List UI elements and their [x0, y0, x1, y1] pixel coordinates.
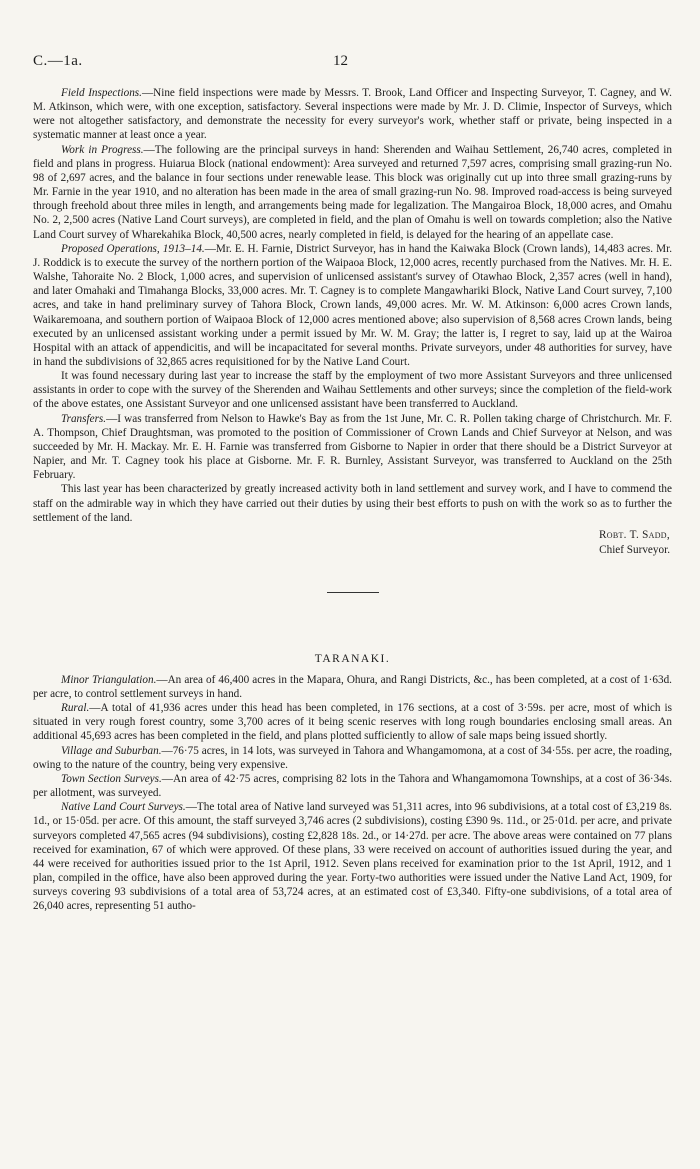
page-header	[33, 53, 672, 73]
page-number: 12	[333, 53, 348, 69]
paragraph-closing: This last year has been characterized by greatly increased activity both in land settlement and survey work, and I have to commend the staff on the admirable way in which they have carried out their duties by using their best efforts to push on with the work so as to further the settlement of the land.	[33, 483, 672, 524]
signature-name: Robt. T. Sadd,	[598, 528, 670, 541]
paragraph-staff-increase: It was found necessary during last year to increase the staff by the employment of two more Assistant Surveyors and three unlicensed assistants in order to cope with the survey of the Sherenden and Waihau Settlements and other surveys; since the completion of the field-work of the above estates, one Assistant Surveyor and one unlicensed assistant have been transferred to Auckland.	[33, 370, 672, 411]
paragraph-native-land-court: Native Land Court Surveys.—The total area of Native land surveyed was 51,311 acres, into 96 subdivisions, at a total cost of £3,219 8s. 1d., or 15·05d. per acre. Of this amount, the staff surveyed 3,746 acres (2 subdivisions), costing £390 9s. 11d., or 25·01d. per acre, and private surveyors completed 47,565 acres (94 subdivisions), costing £2,828 18s. 2d., or 14·27d. per acre. The above areas were contained on 77 plans received for examination, 67 of which were approved. Of these plans, 33 were received on account of authorities issued during the year, and 44 were received for authorities issued prior to the 1st April, 1912. Seven plans received for examination prior to the 1st April, 1912, and 1 plan, compiled in the office, have also been approved during the year. Forty-two authorities were issued under the Native Land Act, 1909, for surveys covering 93 subdivisions of a total area of 53,724 acres, at an estimated cost of £3,340. Fifty-one subdivisions, of a total area of 26,040 acres, representing 51 autho-	[33, 801, 672, 913]
paragraph-work-in-progress: Work in Progress.—The following are the principal surveys in hand: Sherenden and Waihau Settlement, 26,740 acres, completed in field and plans in progress. Huiarua Block (national endowment): Area surveyed and returned 7,597 acres, comprising small grazing-run No. 98 of 2,697 acres, and the balance in four sections under renewable lease. This block was originally cut up into three small grazing-runs by Mr. Farnie in the year 1910, and no alteration has been made in the area of small grazing-run No. 98. Improved road-access is being surveyed through freehold about three miles in length, and arrangements being made for legalization. The Mangairoa Block, 18,000 acres, and Omahu No. 2, 2,500 acres (Native Land Court surveys), are completed in field, and the plan of Omahu is well on towards completion; also the Native Land Court survey of Wharekahika Block, 40,500 acres, nearly completed in field, is delayed for the hearing of an appellate case.	[33, 143, 672, 241]
section-heading: TARANAKI.	[314, 652, 391, 665]
document-reference: C.—1a.	[33, 53, 83, 69]
signature-block	[33, 528, 672, 558]
section-divider	[327, 592, 379, 593]
paragraph-transfers: Transfers.—I was transferred from Nelson to Hawke's Bay as from the 1st June, Mr. C. R. Pollen taking charge of Christchurch. Mr. F. A. Thompson, Chief Draughtsman, was promoted to the position of Commissioner of Crown Lands and Chief Surveyor at Nelson, and was succeeded by Mr. H. Mackay. Mr. E. H. Farnie was transferred from Gisborne to Napier in order that there should be a District Surveyor at Napier, and Mr. T. Cagney took his place at Gisborne. Mr. F. R. Burnley, Assistant Surveyor, was transferred to Auckland on the 25th February.	[33, 412, 672, 482]
report-body	[33, 86, 672, 914]
signature-title: Chief Surveyor.	[599, 543, 670, 556]
paragraph-rural: Rural.—A total of 41,936 acres under this head has been completed, in 176 sections, at a cost of 3·59s. per acre, most of which is situated in very rough forest country, some 3,700 acres of it being scenic reserves with long rough boundaries enclosing small areas. An additional 45,693 acres has been completed in the field, and plans plotted sufficiently to allow of sale maps being issued shortly.	[33, 702, 672, 743]
paragraph-field-inspections: Field Inspections.—Nine field inspections were made by Messrs. T. Brook, Land Officer and Inspecting Surveyor, T. Cagney, and W. M. Atkinson, which were, with one exception, satisfactory. Several inspections were made by Mr. J. D. Climie, Inspector of Surveys, which were not altogether satisfactory, and demonstrate the necessity for every surveyor's work, whether staff or private, being inspected in a systematic manner at least once a year.	[33, 87, 672, 142]
paragraph-village-suburban: Village and Suburban.—76·75 acres, in 14 lots, was surveyed in Tahora and Whangamomona, at a cost of 34·55s. per acre, the roading, owing to the nature of the country, being very expensive.	[33, 744, 672, 771]
paragraph-proposed-operations: Proposed Operations, 1913–14.—Mr. E. H. Farnie, District Surveyor, has in hand the Kaiwaka Block (Crown lands), 14,483 acres. Mr. J. Roddick is to execute the survey of the northern portion of the Waipaoa Block, 12,000 acres, recently purchased from the Natives. Mr. H. E. Walshe, Tahoraite No. 2 Block, 1,000 acres, and supervision of unlicensed assistant's survey of Otawhao Block, 2,357 acres (well in hand), and later Omahaki and Timahanga Blocks, 33,000 acres. Mr. T. Cagney is to complete Mangawhariki Block, Native Land Court survey, 7,100 acres, and take in hand preliminary survey of Tahora Block, Crown lands, 49,000 acres. Mr. W. M. Atkinson: 6,000 acres Crown lands, Waikaremoana, and southern portion of Waipaoa Block of 12,000 acres mentioned above; also supervision of 8,568 acres Crown lands, being executed by an unlicensed assistant working under a permit issued by Mr. W. M. Gray; the latter is, I regret to say, laid up at the Wairoa Hospital with an attack of appendicitis, and will be incapacitated for several months. Private surveyors, under 48 authorities for survey, have in hand the subdivisions of 32,865 acres requisitioned for by the Native Land Court.	[33, 242, 673, 368]
paragraph-minor-triangulation: Minor Triangulation.—An area of 46,400 acres in the Mapara, Ohura, and Rangi Districts, &c., has been completed, at a cost of 1·63d. per acre, to control settlement surveys in hand.	[33, 673, 672, 700]
paragraph-town-section: Town Section Surveys.—An area of 42·75 acres, comprising 82 lots in the Tahora and Whangamomona Townships, at a cost of 36·34s. per allotment, was surveyed.	[33, 772, 672, 800]
